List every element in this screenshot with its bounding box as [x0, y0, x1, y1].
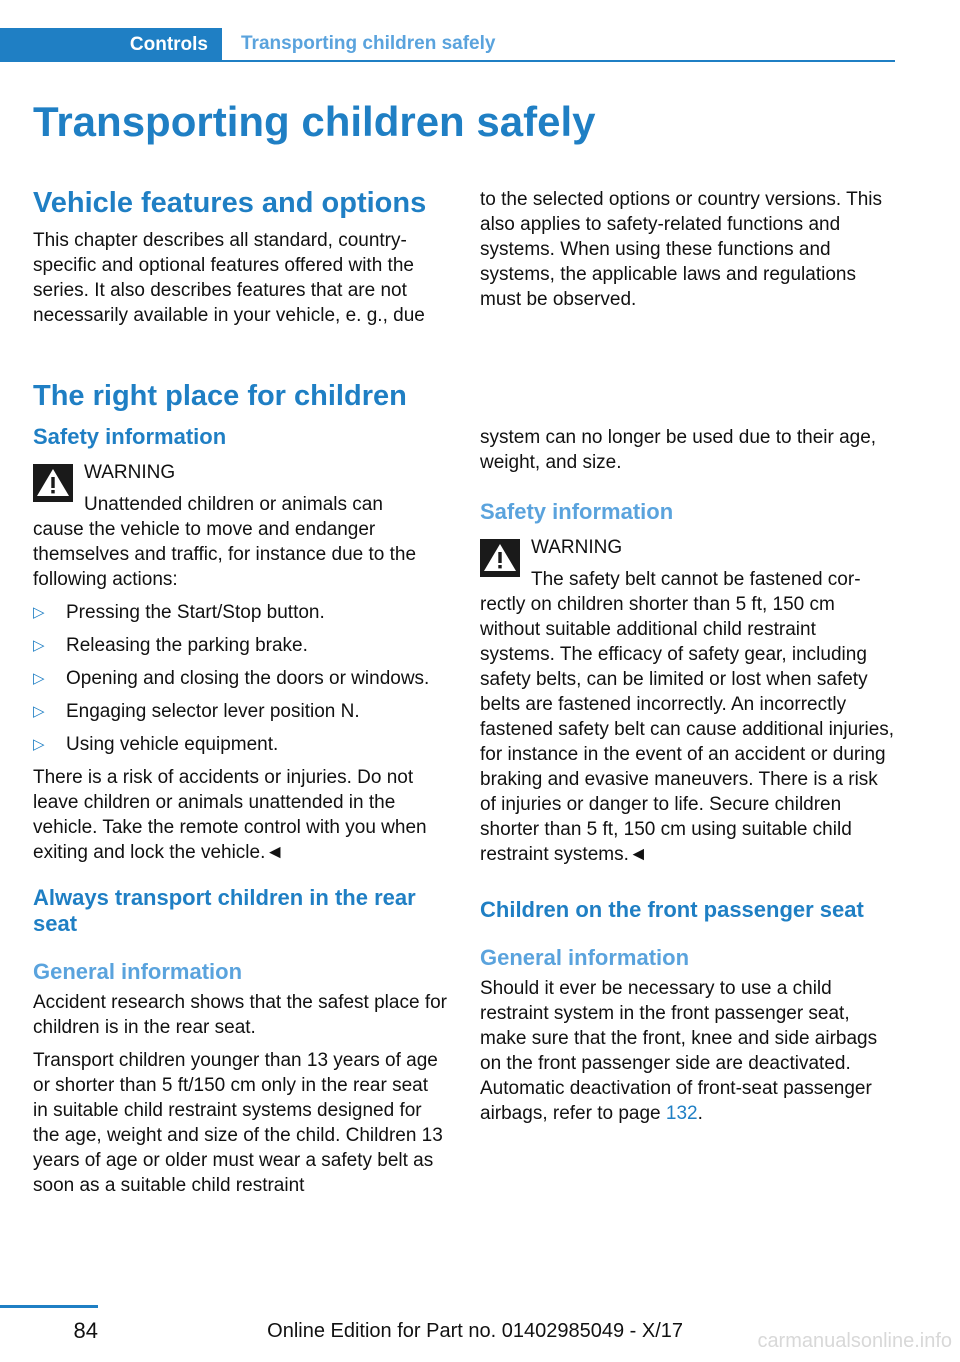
features-heading: Vehicle features and options: [33, 187, 427, 219]
edition-text: Online Edition for Part no. 01402985049 - X/17: [267, 1320, 683, 1342]
page-number: 84: [73, 1318, 98, 1343]
list-item: ▷ Releasing the parking brake.: [33, 635, 308, 656]
triangle-bullet-icon: ▷: [33, 670, 45, 687]
triangle-bullet-icon: ▷: [33, 703, 45, 720]
rear-seat-para-1: Accident research shows that the safest place for children is in the rear seat.: [33, 992, 447, 1038]
general-info-heading-2: General information: [480, 945, 690, 970]
left-column: [33, 424, 448, 1198]
triangle-bullet-icon: ▷: [33, 637, 45, 654]
rear-seat-para-2-cont: system can no longer be used due to their age, weight, and size.: [480, 427, 877, 473]
warning-block: [33, 460, 448, 592]
header-rule: [0, 60, 895, 62]
triangle-bullet-icon: ▷: [33, 736, 45, 753]
actions-list: [33, 600, 448, 757]
warning-text-2: rectly on children shorter than 5 ft, 150 cm without suitable additional child restraint systems. The efficacy of safety gear, including safety belts, can be limited or lost when safety belts are fastened incorrectly. An incorrectly fastened safety belt can cause additional injuries, for instance in the event of an accident or during braking and evasive maneuvers. There is a risk of injuries or danger to life. Secure children shorter than 5 ft, 150 cm using suitable child restraint systems.◄: [480, 594, 895, 865]
list-item: ▷ Engaging selector lever position N.: [33, 701, 360, 722]
rear-seat-heading: Always transport children in the rear seat: [33, 885, 416, 936]
features-text-right: to the selected options or country versions. This also applies to safety-related functions and systems. When using these functions and systems, the applicable laws and regulations must be observed.: [480, 189, 883, 310]
general-info-heading: General information: [33, 959, 243, 984]
warning-label-2: WARNING: [531, 537, 623, 558]
warning-icon: [33, 464, 73, 502]
warning-text: cause the vehicle to move and endanger themselves and traffic, for instance due to the following actions:: [33, 519, 417, 590]
right-column: [480, 425, 895, 1126]
page-link[interactable]: 132: [665, 1103, 698, 1124]
features-text-left: This chapter describes all standard, country-specific and optional features offered with the series. It also describes features that are not necessarily available in your vehicle, e. g., due: [33, 230, 425, 326]
section-tab[interactable]: Transporting children safely: [241, 33, 496, 54]
footer-rule: [0, 1305, 98, 1308]
list-item: ▷ Pressing the Start/Stop button.: [33, 602, 325, 623]
header-bar: [0, 28, 895, 62]
safety-info-heading-2: Safety information: [480, 499, 674, 524]
chapter-tab[interactable]: Controls: [0, 28, 222, 62]
warning-label: WARNING: [84, 462, 176, 483]
rear-seat-para-2: Transport children younger than 13 years of age or shorter than 5 ft/150 cm only in the rear seat in suitable child restraint systems designed for the age, weight and size of the child. Children 13 years of age or older must wear a safety belt as soon as a suitable child restraint: [33, 1050, 443, 1196]
front-seat-heading: Children on the front passenger seat: [480, 897, 864, 922]
warning-text-first-2: The safety belt cannot be fastened cor-: [531, 569, 861, 590]
risk-text: There is a risk of accidents or injuries. Do not leave children or animals unattended in the vehicle. Take the remote control with you when exiting and lock the vehicle.◄: [33, 767, 427, 863]
right-place-heading: The right place for children: [33, 380, 407, 412]
features-right-column: [480, 187, 895, 312]
warning-text-first: Unattended children or animals can: [84, 494, 383, 515]
list-item: ▷ Opening and closing the doors or windows.: [33, 668, 430, 689]
list-item: ▷ Using vehicle equipment.: [33, 734, 279, 755]
features-left-column: [33, 186, 448, 328]
page-title: Transporting children safely: [33, 98, 596, 145]
triangle-bullet-icon: ▷: [33, 604, 45, 621]
warning-icon: [480, 539, 520, 577]
watermark: carmanualsonline.info: [757, 1330, 952, 1352]
safety-info-heading: Safety information: [33, 424, 227, 449]
front-seat-text: Should it ever be necessary to use a child restraint system in the front passenger seat, make sure that the front, knee and side airbags on the front passenger side are deactivated. Automatic deactivation of front-seat passenger airbags, refer to page 132.: [480, 978, 878, 1124]
warning-block-2: [480, 535, 895, 867]
